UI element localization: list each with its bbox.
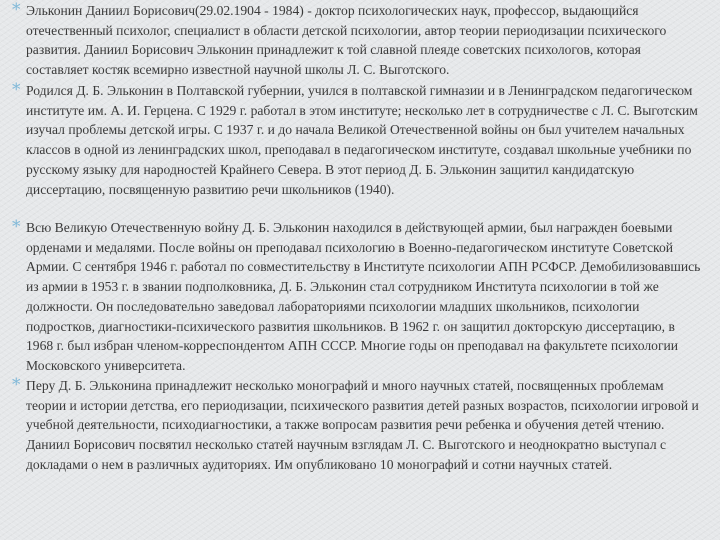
paragraph-publications <box>12 376 704 475</box>
slide-content <box>12 0 704 540</box>
paragraph-text: Перу Д. Б. Эльконина принадлежит несколько монографий и много научных статей, посвященных проблемам теории и истории детства, его периодизации, психического развития детей разных возрастов, психологии игровой и учебной деятельности, психодиагностики, а также вопросам развития речи ребенка и обучения детей чтению. Даниил Борисович посвятил несколько статей научным взглядам Л. С. Выготского и неоднократно выступал с докладами о нем в различных аудиториях. Им опубликовано 10 монографий и сотни научных статей. <box>26 378 699 472</box>
paragraph-war-and-institute <box>12 218 704 376</box>
paragraph-text: Всю Великую Отечественную войну Д. Б. Эльконин находился в действующей армии, был награжден боевыми орденами и медалями. После войны он преподавал психологию в Военно-педагогическом институте Советской Армии. С сентября 1946 г. работал по совместительству в Институте психологии АПН РСФСР. Демобилизовавшись из армии в 1953 г. в звании подполковника, Д. Б. Эльконин стал сотрудником Института психологии в той же должности. Он последовательно заведовал лабораториями психологии младших школьников, психологии подростков, диагностики-психического развития школьников. В 1962 г. он защитил докторскую диссертацию, в 1968 г. был избран членом-корреспондентом АПН СССР. Многие годы он преподавал на факультете психологии Московского университета. <box>26 220 701 373</box>
paragraph-early-career <box>12 81 704 199</box>
paragraph-text: Родился Д. Б. Эльконин в Полтавской губернии, учился в полтавской гимназии и в Ленинградском педагогическом институте им. А. И. Герцена. С 1929 г. работал в этом институте; несколько лет в сотрудничестве с Л. С. Выготским изучал проблемы детской игры. С 1937 г. и до начала Великой Отечественной войны он был учителем начальных классов в одной из ленинградских школ, преподавал в педагогическом институте, создавал школьные учебники по русскому языку для народностей Крайнего Севера. В этот период Д. Б. Эльконин защитил кандидатскую диссертацию, посвященную развитию речи школьников (1940). <box>26 83 698 197</box>
paragraph-text: Эльконин Даниил Борисович(29.02.1904 - 1984) - доктор психологических наук, профессор, выдающийся отечественный психолог, специалист в области детской психологии, автор теории периодизации психического развития. Даниил Борисович Эльконин принадлежит к той славной плеяде советских психологов, которая составляет костяк всемирно известной научной школы Л. С. Выготского. <box>26 3 667 78</box>
bullet-asterisk-icon: * <box>12 0 21 20</box>
bullet-asterisk-icon: * <box>12 217 21 237</box>
paragraph-biography-summary <box>12 1 704 80</box>
bullet-asterisk-icon: * <box>12 80 21 100</box>
bullet-asterisk-icon: * <box>12 375 21 395</box>
